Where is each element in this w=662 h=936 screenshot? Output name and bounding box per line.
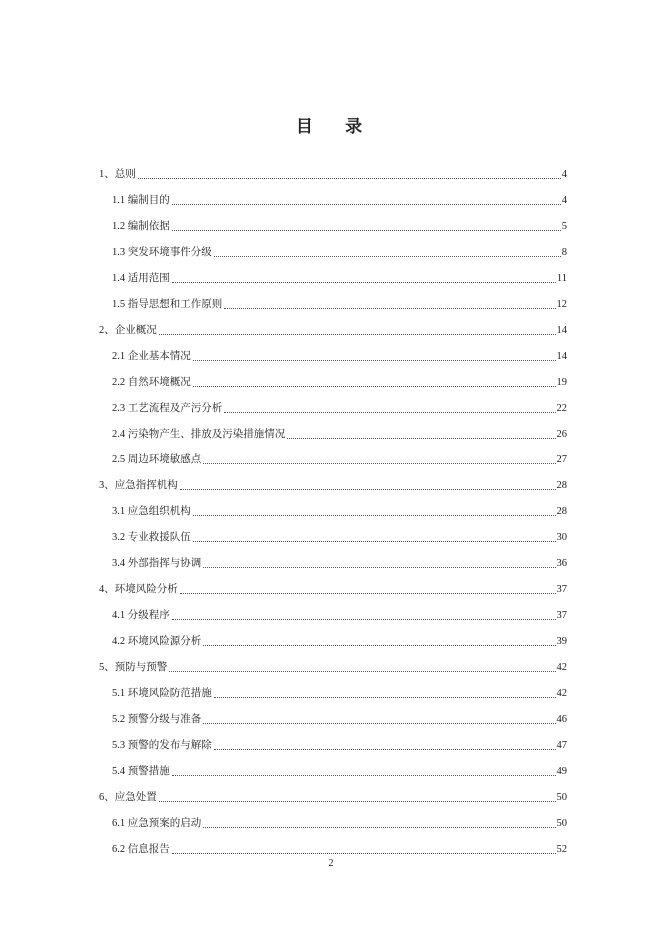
toc-entry[interactable] <box>0 370 662 390</box>
toc-entry-page: 22 <box>556 402 567 414</box>
toc-entry[interactable] <box>0 240 662 260</box>
toc-entry-label: 2.4 污染物产生、排放及污染措施情况 <box>112 428 286 440</box>
toc-entry-label: 3.4 外部指挥与协调 <box>112 558 202 570</box>
toc-leader-dots <box>214 748 556 750</box>
toc-entry[interactable] <box>0 629 662 649</box>
toc-entry-label: 2.3 工艺流程及产污分析 <box>112 402 223 414</box>
toc-entry[interactable] <box>0 785 662 805</box>
toc-leader-dots <box>287 437 555 439</box>
toc-entry-page: 49 <box>556 765 567 777</box>
toc-entry-label: 6、应急处置 <box>99 791 157 803</box>
toc-leader-dots <box>203 826 555 828</box>
toc-entry[interactable] <box>0 681 662 701</box>
toc-entry-label: 4.2 环境风险源分析 <box>112 636 202 648</box>
toc-leader-dots <box>172 229 561 231</box>
toc-entry-page: 26 <box>556 428 567 440</box>
toc-entry[interactable] <box>0 525 662 545</box>
toc-entry-label: 4.1 分级程序 <box>112 610 170 622</box>
toc-leader-dots <box>172 281 556 283</box>
toc-entry[interactable] <box>0 396 662 416</box>
toc-entry-page: 37 <box>556 610 567 622</box>
page-title: 目 录 <box>295 117 377 136</box>
toc-leader-dots <box>193 359 556 361</box>
toc-entry-page: 50 <box>556 817 567 829</box>
toc-entry-label: 1.1 编制目的 <box>112 194 170 206</box>
toc-entry-page: 11 <box>556 272 567 284</box>
toc-entry-page: 47 <box>556 739 567 751</box>
toc-entry-label: 6.2 信息报告 <box>112 843 170 855</box>
toc-entry[interactable] <box>0 499 662 519</box>
toc-entry[interactable] <box>0 733 662 753</box>
toc-leader-dots <box>203 566 555 568</box>
toc-entry[interactable] <box>0 422 662 442</box>
toc-entry-label: 5.2 预警分级与准备 <box>112 713 202 725</box>
toc-entry[interactable] <box>0 318 662 338</box>
toc-leader-dots <box>172 618 556 620</box>
toc-entry[interactable] <box>0 811 662 831</box>
toc-entry-page: 30 <box>556 532 567 544</box>
toc-entry-page: 12 <box>556 298 567 310</box>
toc-entry-label: 4、环境风险分析 <box>99 584 178 596</box>
toc-entry-label: 1、总则 <box>99 169 136 180</box>
toc-leader-dots <box>159 800 556 802</box>
toc-entry-label: 1.4 适用范围 <box>112 272 170 284</box>
toc-leader-dots <box>214 696 556 698</box>
toc-entry-label: 2.2 自然环境概况 <box>112 376 191 388</box>
toc-leader-dots <box>214 255 561 257</box>
toc-entry-label: 5.3 预警的发布与解除 <box>112 739 212 751</box>
toc-leader-dots <box>224 411 555 413</box>
toc-entry-label: 5.1 环境风险防范措施 <box>112 688 212 699</box>
toc-entry-label: 6.1 应急预案的启动 <box>112 817 202 829</box>
page-number: 2 <box>328 858 334 869</box>
toc-entry-page: 5 <box>561 220 567 232</box>
toc-entry[interactable] <box>0 759 662 779</box>
toc-leader-dots <box>193 514 556 516</box>
toc-leader-dots <box>193 540 556 542</box>
toc-entry[interactable] <box>0 655 662 675</box>
toc-entry-label: 3.1 应急组织机构 <box>112 506 191 518</box>
toc-leader-dots <box>203 462 555 464</box>
toc-entry[interactable] <box>0 447 662 467</box>
toc-entry[interactable] <box>0 837 662 857</box>
toc-entry[interactable] <box>0 707 662 727</box>
toc-entry-page: 36 <box>556 558 567 570</box>
toc-entry-page: 28 <box>556 480 567 492</box>
toc-leader-dots <box>203 644 555 646</box>
toc-leader-dots <box>224 307 555 309</box>
toc-entry-page: 39 <box>556 636 567 648</box>
toc-entry-page: 14 <box>556 350 567 362</box>
toc-entry-label: 5、预防与预警 <box>99 662 168 674</box>
toc-entry-page: 4 <box>561 194 567 206</box>
toc-entry-page: 42 <box>556 662 567 674</box>
toc-entry[interactable] <box>0 577 662 597</box>
toc-entry[interactable] <box>0 344 662 364</box>
toc-entry-label: 1.2 编制依据 <box>112 220 170 232</box>
toc-entry[interactable] <box>0 188 662 208</box>
toc-leader-dots <box>180 592 556 594</box>
toc-leader-dots <box>203 722 555 724</box>
toc-entry-page: 50 <box>556 791 567 803</box>
toc-leader-dots <box>193 385 556 387</box>
toc-entry-label: 3、应急指挥机构 <box>99 480 178 492</box>
toc-leader-dots <box>180 488 556 490</box>
toc-leader-dots <box>159 333 556 335</box>
toc-entry-label: 2.1 企业基本情况 <box>112 350 191 362</box>
toc-leader-dots <box>169 670 555 672</box>
toc-entry[interactable] <box>0 551 662 571</box>
toc-entry[interactable] <box>0 603 662 623</box>
toc-leader-dots <box>138 177 561 179</box>
toc-entry-label: 1.3 突发环境事件分级 <box>112 246 212 258</box>
toc-entry-page: 4 <box>561 169 567 180</box>
toc-entry-page: 42 <box>556 688 567 699</box>
toc-leader-dots <box>172 774 556 776</box>
toc-entry-label: 2.5 周边环境敏感点 <box>112 454 202 466</box>
toc-entry[interactable] <box>0 473 662 493</box>
toc-entry-page: 14 <box>556 324 567 336</box>
toc-entry[interactable] <box>0 162 662 182</box>
toc-entry[interactable] <box>0 266 662 286</box>
toc-entry-page: 8 <box>561 246 567 258</box>
toc-entry-page: 37 <box>556 584 567 596</box>
toc-entry-page: 46 <box>556 713 567 725</box>
toc-entry-label: 3.2 专业救援队伍 <box>112 532 191 544</box>
toc-leader-dots <box>172 203 561 205</box>
toc-entry-label: 5.4 预警措施 <box>112 765 170 777</box>
toc-entry-page: 28 <box>556 506 567 518</box>
toc-entry[interactable] <box>0 292 662 312</box>
toc-entry-label: 1.5 指导思想和工作原则 <box>112 298 223 310</box>
toc-leader-dots <box>172 852 556 854</box>
toc-entry[interactable] <box>0 214 662 234</box>
toc-entry-label: 2、企业概况 <box>99 324 157 336</box>
toc-entry-page: 52 <box>556 843 567 855</box>
toc-entry-page: 27 <box>556 454 567 466</box>
toc-entry-page: 19 <box>556 376 567 388</box>
